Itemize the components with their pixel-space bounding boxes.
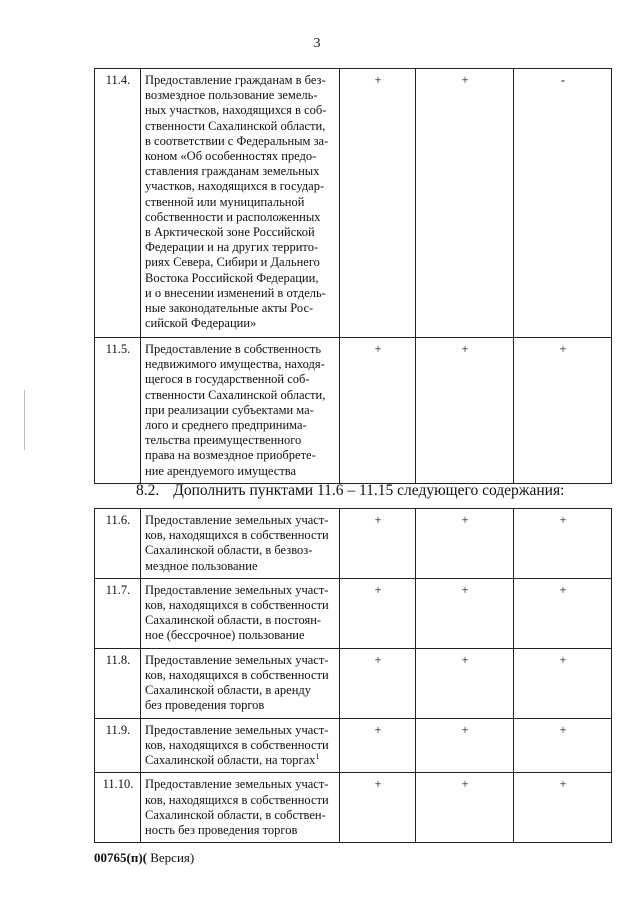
mark-cell-3: + [514, 338, 612, 484]
desc-line: лого и среднего предпринима- [145, 418, 307, 433]
desc-line: Востока Российской Федерации, [145, 270, 319, 285]
desc-line: риях Севера, Сибири и Дальнего [145, 255, 320, 270]
services-table-bottom [94, 508, 612, 843]
desc-line: ственности Сахалинской области, [145, 387, 326, 402]
desc-line: Сахалинской области, в постоян- [145, 613, 322, 628]
document-code-number: 00765(п)( [94, 850, 147, 865]
mark-cell-2: + [416, 718, 514, 773]
desc-line: Предоставление земельных участ- [145, 582, 329, 597]
mark-cell-1: + [340, 773, 416, 843]
desc-line: участков, находящихся в государ- [145, 179, 325, 194]
mark-cell-2: + [416, 69, 514, 338]
row-description [141, 578, 340, 648]
desc-line: ных участков, находящихся в соб- [145, 103, 327, 118]
desc-line: ставления гражданам земельных [145, 164, 320, 179]
desc-line: ственной или муниципальной [145, 194, 305, 209]
desc-line: Федерации и на других террито- [145, 240, 319, 255]
desc-line: при реализации субъектами ма- [145, 402, 314, 417]
desc-line: Сахалинской области, в собствен- [145, 807, 326, 822]
mark-cell-2: + [416, 648, 514, 718]
desc-line: Предоставление земельных участ- [145, 777, 329, 792]
desc-line: Предоставление земельных участ- [145, 722, 329, 737]
desc-line: Предоставление в собственность [145, 342, 322, 356]
desc-line: ков, находящихся в собственности [145, 528, 329, 543]
scan-margin-line [24, 390, 25, 450]
mark-cell-1: + [340, 648, 416, 718]
mark-cell-2: + [416, 509, 514, 579]
desc-line: ков, находящихся в собственности [145, 598, 329, 613]
table-row [95, 648, 612, 718]
mark-cell-2: + [416, 338, 514, 484]
desc-line: в соответствии с Федеральным за- [145, 133, 329, 148]
desc-line: коном «Об особенностях предо- [145, 149, 317, 164]
table-row [95, 773, 612, 843]
mark-cell-3: + [514, 509, 612, 579]
mark-cell-1: + [340, 69, 416, 338]
mark-cell-3: - [514, 69, 612, 338]
mark-cell-3: + [514, 648, 612, 718]
mark-cell-1: + [340, 338, 416, 484]
desc-line: ков, находящихся в собственности [145, 792, 329, 807]
row-number: 11.4. [95, 69, 141, 338]
row-description [141, 69, 340, 338]
row-number: 11.9. [95, 718, 141, 773]
desc-line: ные законодательные акты Рос- [145, 301, 314, 316]
row-description [141, 773, 340, 843]
desc-line: ков, находящихся в собственности [145, 738, 329, 753]
row-number: 11.5. [95, 338, 141, 484]
desc-line: ственности Сахалинской области, [145, 118, 326, 133]
desc-line: и о внесении изменений в отдель- [145, 285, 326, 300]
row-description [141, 509, 340, 579]
mark-cell-1: + [340, 718, 416, 773]
row-number: 11.7. [95, 578, 141, 648]
row-number: 11.10. [95, 773, 141, 843]
table-row [95, 509, 612, 579]
document-code [94, 850, 194, 866]
desc-line: возмездное пользование земель- [145, 88, 318, 103]
desc-line: щегося в государственной соб- [145, 372, 310, 387]
services-table-top [94, 68, 612, 484]
desc-line: тельства преимущественного [145, 433, 302, 448]
section-label: 8.2. [136, 482, 160, 499]
table-row [95, 338, 612, 484]
desc-line: без проведения торгов [145, 698, 265, 713]
desc-line: права на возмездное приобрете- [145, 448, 316, 463]
desc-line: ков, находящихся в собственности [145, 668, 329, 683]
desc-line: Сахалинской области, в аренду [145, 683, 312, 698]
row-description [141, 648, 340, 718]
page-number: 3 [313, 36, 321, 51]
desc-line: Предоставление земельных участ- [145, 652, 329, 667]
desc-line: Сахалинской области, в безвоз- [145, 543, 313, 558]
table-row [95, 578, 612, 648]
desc-line: Предоставление земельных участ- [145, 513, 329, 527]
desc-line: ние арендуемого имущества [145, 463, 297, 478]
desc-line: Сахалинской области, на торгах$^1$ [145, 752, 320, 768]
desc-line: ное (бессрочное) пользование [145, 628, 305, 643]
footnote-mark: 1 [315, 752, 320, 762]
desc-line: собственности и расположенных [145, 209, 321, 224]
mark-cell-1: + [340, 509, 416, 579]
desc-line: мездное пользование [145, 558, 258, 573]
document-version: Версия) [146, 850, 195, 865]
desc-line: Предоставление гражданам в без- [145, 73, 326, 87]
row-number: 11.8. [95, 648, 141, 718]
mark-cell-2: + [416, 578, 514, 648]
mark-cell-3: + [514, 773, 612, 843]
desc-line: в Арктической зоне Российской [145, 225, 315, 240]
table-row [95, 718, 612, 773]
desc-line: недвижимого имущества, находя- [145, 357, 325, 372]
mark-cell-1: + [340, 578, 416, 648]
mark-cell-3: + [514, 578, 612, 648]
row-description [141, 338, 340, 484]
desc-line: ность без проведения торгов [145, 823, 298, 838]
mark-cell-2: + [416, 773, 514, 843]
section-heading [136, 482, 564, 500]
desc-line: сийской Федерации» [145, 316, 257, 331]
row-description [141, 718, 340, 773]
table-row [95, 69, 612, 338]
row-number: 11.6. [95, 509, 141, 579]
mark-cell-3: + [514, 718, 612, 773]
section-text: Дополнить пунктами 11.6 – 11.15 следующего содержания: [173, 482, 565, 499]
